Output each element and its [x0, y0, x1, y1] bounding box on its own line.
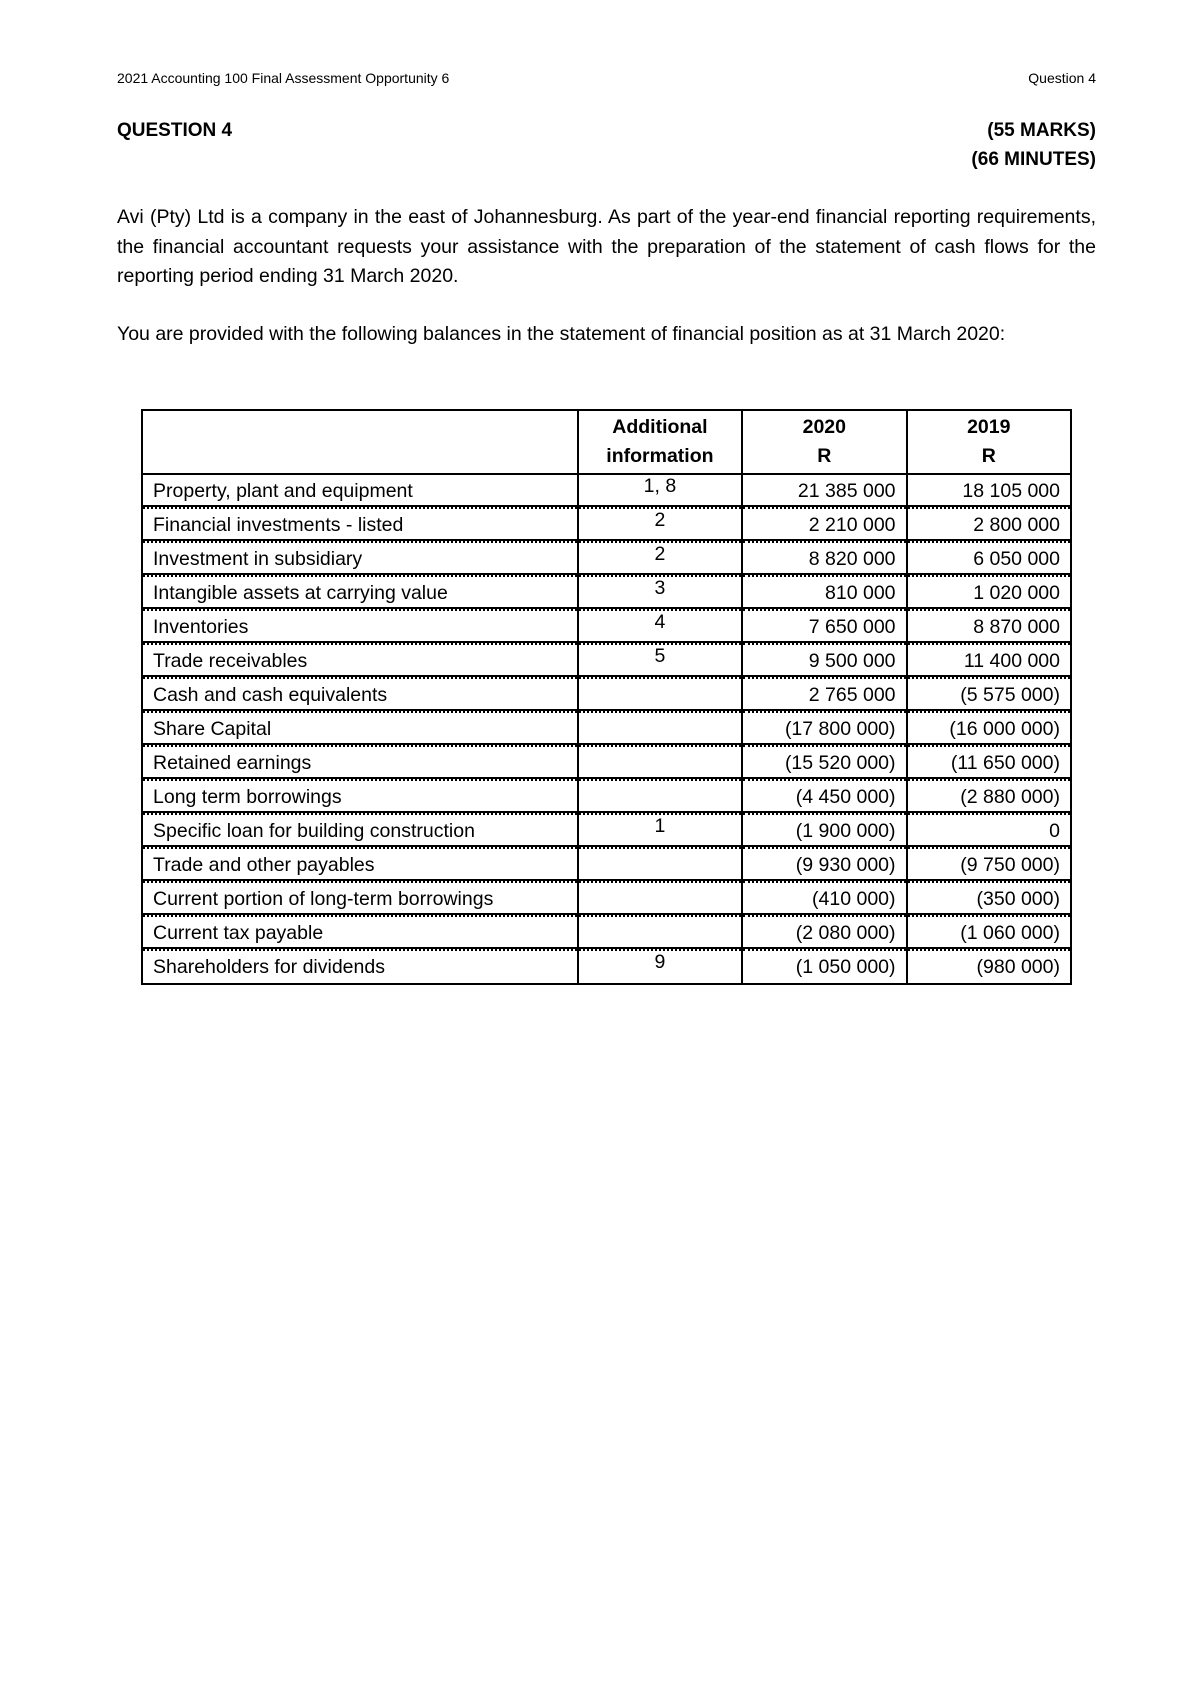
row-note-reference	[578, 882, 742, 916]
row-amount-2020: (410 000)	[742, 882, 906, 916]
row-description: Shareholders for dividends	[142, 950, 578, 984]
row-description: Investment in subsidiary	[142, 542, 578, 576]
row-amount-2020: 9 500 000	[742, 644, 906, 678]
table-row	[142, 474, 1071, 508]
row-amount-2020: 7 650 000	[742, 610, 906, 644]
question-title: QUESTION 4	[117, 120, 233, 141]
row-note-reference	[578, 712, 742, 746]
header-additional-information	[578, 410, 742, 474]
row-amount-2020: (1 900 000)	[742, 814, 906, 848]
row-amount-2019: (11 650 000)	[907, 746, 1071, 780]
row-description: Specific loan for building construction	[142, 814, 578, 848]
row-amount-2020: (2 080 000)	[742, 916, 906, 950]
header-description	[142, 410, 578, 474]
marks-label: (55 MARKS)	[987, 120, 1096, 141]
document-title: 2021 Accounting 100 Final Assessment Opportunity 6	[117, 70, 450, 86]
row-amount-2019: 18 105 000	[907, 474, 1071, 508]
table-row	[142, 508, 1071, 542]
intro-paragraph: Avi (Pty) Ltd is a company in the east of Johannesburg. As part of the year-end financial reporting requirements, the financial accountant requests your assistance with the preparation of the statement of cash flows for the reporting period ending 31 March 2020.	[117, 206, 1096, 287]
row-amount-2019: 8 870 000	[907, 610, 1071, 644]
row-note-reference	[578, 848, 742, 882]
row-amount-2019: (5 575 000)	[907, 678, 1071, 712]
row-description: Current portion of long-term borrowings	[142, 882, 578, 916]
row-amount-2019: (1 060 000)	[907, 916, 1071, 950]
row-note-reference: 4	[578, 610, 742, 644]
row-note-reference	[578, 746, 742, 780]
table-row	[142, 814, 1071, 848]
row-amount-2019: 0	[907, 814, 1071, 848]
row-description: Inventories	[142, 610, 578, 644]
balances-body	[142, 474, 1071, 984]
table-row	[142, 848, 1071, 882]
row-amount-2019: 11 400 000	[907, 644, 1071, 678]
row-note-reference	[578, 678, 742, 712]
table-row	[142, 678, 1071, 712]
row-amount-2019: (2 880 000)	[907, 780, 1071, 814]
row-amount-2020: (9 930 000)	[742, 848, 906, 882]
row-note-reference: 2	[578, 508, 742, 542]
row-description: Share Capital	[142, 712, 578, 746]
row-note-reference: 3	[578, 576, 742, 610]
row-note-reference	[578, 916, 742, 950]
table-row	[142, 576, 1071, 610]
question-allocation	[971, 116, 1096, 174]
row-description: Long term borrowings	[142, 780, 578, 814]
question-heading	[117, 116, 1096, 174]
row-amount-2019: 2 800 000	[907, 508, 1071, 542]
row-amount-2020: (4 450 000)	[742, 780, 906, 814]
table-header-row	[142, 410, 1071, 474]
table-row	[142, 950, 1071, 984]
table-row	[142, 542, 1071, 576]
row-note-reference: 9	[578, 950, 742, 984]
table-row	[142, 610, 1071, 644]
row-note-reference: 2	[578, 542, 742, 576]
balances-table	[141, 409, 1072, 985]
row-amount-2019: (980 000)	[907, 950, 1071, 984]
table-row	[142, 882, 1071, 916]
header-2019-currency: R	[981, 445, 996, 467]
header-2019	[907, 410, 1071, 474]
row-note-reference: 1	[578, 814, 742, 848]
row-description: Trade and other payables	[142, 848, 578, 882]
header-2020-currency: R	[817, 445, 832, 467]
row-description: Intangible assets at carrying value	[142, 576, 578, 610]
row-amount-2020: 2 765 000	[742, 678, 906, 712]
row-amount-2019: (9 750 000)	[907, 848, 1071, 882]
section-label: Question 4	[1028, 70, 1096, 86]
row-description: Retained earnings	[142, 746, 578, 780]
row-amount-2020: 810 000	[742, 576, 906, 610]
row-note-reference: 5	[578, 644, 742, 678]
table-row	[142, 916, 1071, 950]
row-amount-2020: (17 800 000)	[742, 712, 906, 746]
minutes-label: (66 MINUTES)	[971, 149, 1096, 170]
header-note-line1: Additional	[612, 416, 708, 438]
row-amount-2019: 6 050 000	[907, 542, 1071, 576]
table-row	[142, 644, 1071, 678]
row-description: Cash and cash equivalents	[142, 678, 578, 712]
header-note-line2: information	[606, 445, 714, 467]
table-row	[142, 780, 1071, 814]
row-amount-2020: 21 385 000	[742, 474, 906, 508]
row-amount-2020: (1 050 000)	[742, 950, 906, 984]
header-2019-year: 2019	[967, 416, 1011, 438]
row-description: Trade receivables	[142, 644, 578, 678]
row-amount-2020: (15 520 000)	[742, 746, 906, 780]
page-header	[117, 70, 1096, 86]
table-row	[142, 712, 1071, 746]
header-2020-year: 2020	[802, 416, 846, 438]
row-note-reference: 1, 8	[578, 474, 742, 508]
row-amount-2020: 2 210 000	[742, 508, 906, 542]
row-amount-2019: 1 020 000	[907, 576, 1071, 610]
provided-paragraph: You are provided with the following balances in the statement of financial position as at 31 March 2020:	[117, 323, 1006, 345]
row-amount-2019: (16 000 000)	[907, 712, 1071, 746]
row-description: Property, plant and equipment	[142, 474, 578, 508]
table-row	[142, 746, 1071, 780]
row-description: Financial investments - listed	[142, 508, 578, 542]
row-note-reference	[578, 780, 742, 814]
header-2020	[742, 410, 906, 474]
row-amount-2020: 8 820 000	[742, 542, 906, 576]
row-amount-2019: (350 000)	[907, 882, 1071, 916]
row-description: Current tax payable	[142, 916, 578, 950]
